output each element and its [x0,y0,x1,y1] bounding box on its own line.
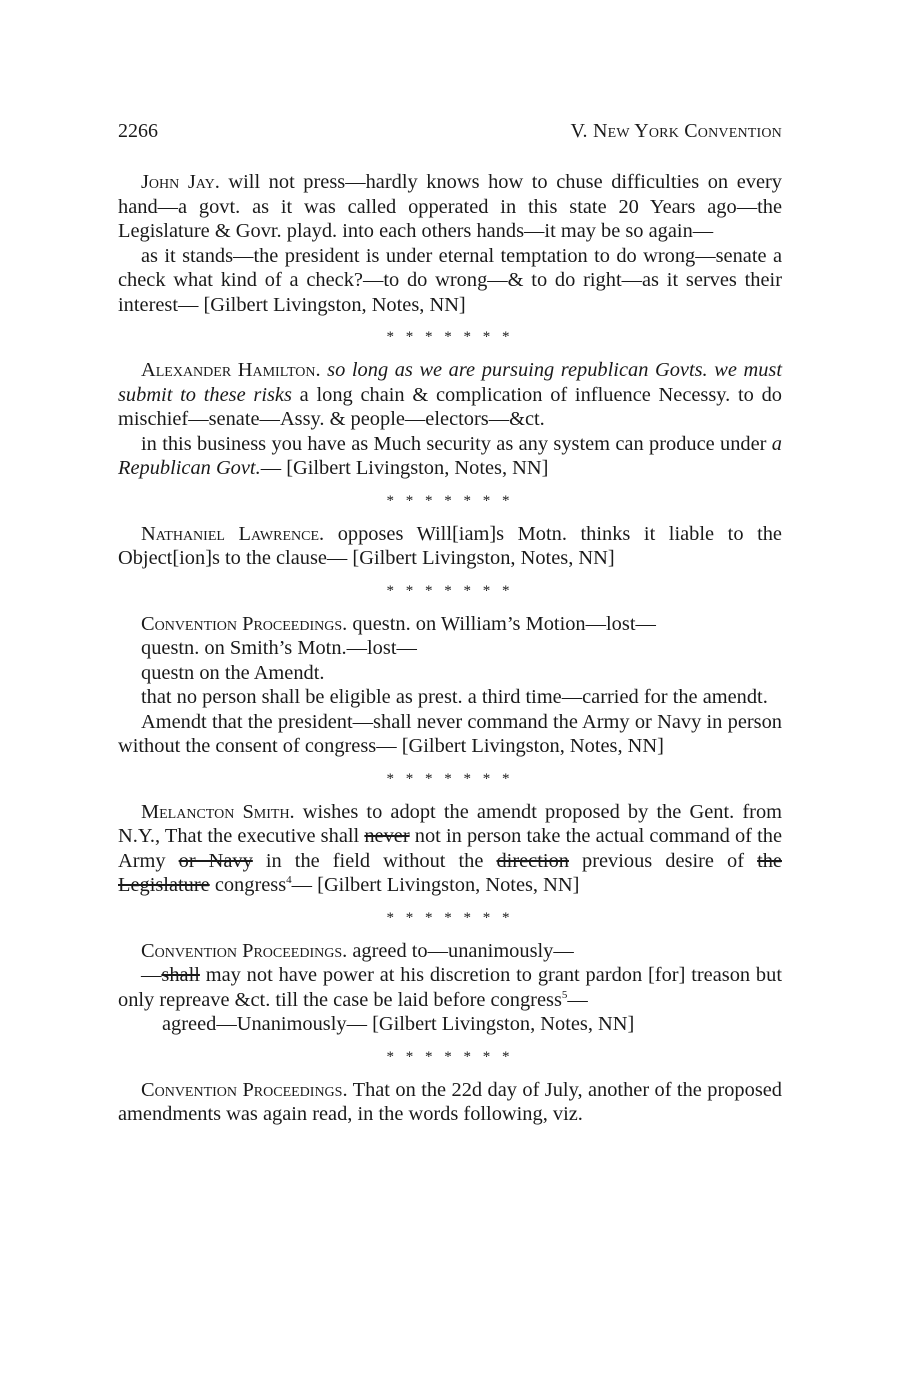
footnote-ref[interactable]: 5 [561,988,568,1001]
paragraph-text: That on the 22d day of July, another of the proposed amendments was again read, in the words following, viz. [118,1078,782,1125]
speaker-name: John Jay. [141,171,220,193]
struck-text: shall [161,964,200,986]
paragraph-text: a long chain & complication of influence Necessy. to do mischief—senate—Assy. & people—electors—&ct. [118,383,783,430]
italic-text: so long as we are pursuing republican Govts. we must submit to these risks [118,359,782,406]
paragraph-proceedings-1b [118,636,782,661]
struck-text: or Navy [178,849,253,872]
paragraph-text: questn on the Amendt. [141,661,325,684]
paragraph-text: questn. on William’s Motion—lost— [347,612,656,635]
paragraph-proceedings-3 [118,1078,782,1127]
paragraph-text: — [Gilbert Livingston, Notes, NN] [260,457,549,479]
page [118,120,782,1127]
paragraph-text: in the field without the [252,849,497,872]
paragraph-jay-1 [118,170,782,244]
footnote-ref[interactable]: 4 [286,874,292,886]
paragraph-proceedings-1d [118,685,782,710]
section-separator: * * * * * * * [386,1048,514,1065]
speaker-name: Melancton Smith. [141,800,295,823]
paragraph-text: wishes to adopt the amendt proposed by the Gent. from N.Y., That the executive shall [118,800,782,847]
running-head: V. New York Convention [570,120,782,142]
paragraph-text: that no person shall be eligible as prest. a third time—carried for the amendt. [141,686,768,708]
speaker-name: Alexander Hamilton. [141,359,321,381]
paragraph-text: not in person take the actual command of the Army [118,825,783,872]
paragraph-text: agreed—Unanimously— [Gilbert Livingston, Notes, NN] [162,1013,635,1035]
paragraph-text: will not press—hardly knows how to chuse difficulties on every hand—a govt. as it was called opperated in this state 20 Years ago—the Legislature & Govr. playd. into each others hands—it may be so again— [118,171,782,242]
paragraph-proceedings-1c [118,661,782,686]
paragraph-text: in this business you have as Much security as any system can produce under [141,432,772,455]
speaker-name: Nathaniel Lawrence. [141,522,325,545]
struck-text: never [364,825,410,847]
italic-text: a Republican Govt. [118,432,782,479]
paragraph-text: as it stands—the president is under eternal temptation to do wrong—senate a check what kind of a check?—to do wrong—& to do right—as it serves their interest— [Gilbert Livingston, Notes, NN] [118,244,782,316]
paragraph-proceedings-2 [118,939,782,964]
struck-text: the Legislature [118,849,782,896]
page-number: 2266 [118,120,158,142]
paragraph-text: questn. on Smith’s Motn.—lost— [141,637,417,659]
paragraph-text: Amendt that the president—shall never command the Army or Navy in person without the consent of congress— [Gilbert Livingston, Notes, NN] [118,710,782,757]
section-separator: * * * * * * * [386,582,514,599]
document-body [118,170,782,1127]
paragraph-text: congress [209,874,287,896]
paragraph-text: — [141,964,162,986]
paragraph-text: agreed to—unanimously— [347,939,574,962]
paragraph-proceedings-2c [118,1012,782,1037]
paragraph-text: — [Gilbert Livingston, Notes, NN] [291,874,580,896]
paragraph-text: may not have power at his discretion to grant pardon [for] treason but only repreave &ct. till the case be laid before congress [118,964,782,1011]
paragraph-text: previous desire of [568,849,758,872]
speaker-name: Convention Proceedings. [141,1078,348,1101]
paragraph-proceedings-1 [118,612,782,637]
paragraph-text: opposes Will[iam]s Motn. thinks it liable to the Object[ion]s to the clause— [Gilbert Livingston, Notes, NN] [118,522,782,569]
struck-text: direction [496,849,569,872]
paragraph-proceedings-1e [118,710,782,759]
paragraph-smith [118,800,782,898]
paragraph-text: — [567,988,588,1011]
section-separator: * * * * * * * [386,492,514,509]
paragraph-proceedings-2b [118,963,782,1012]
paragraph-hamilton-1 [118,358,782,432]
paragraph-jay-2 [118,244,782,318]
paragraph-hamilton-2 [118,432,782,481]
speaker-name: Convention Proceedings. [141,612,348,635]
speaker-name: Convention Proceedings. [141,939,348,962]
section-separator: * * * * * * * [386,770,514,787]
paragraph-lawrence [118,522,782,571]
page-header [118,120,782,154]
section-separator: * * * * * * * [386,909,514,926]
section-separator: * * * * * * * [386,329,514,345]
